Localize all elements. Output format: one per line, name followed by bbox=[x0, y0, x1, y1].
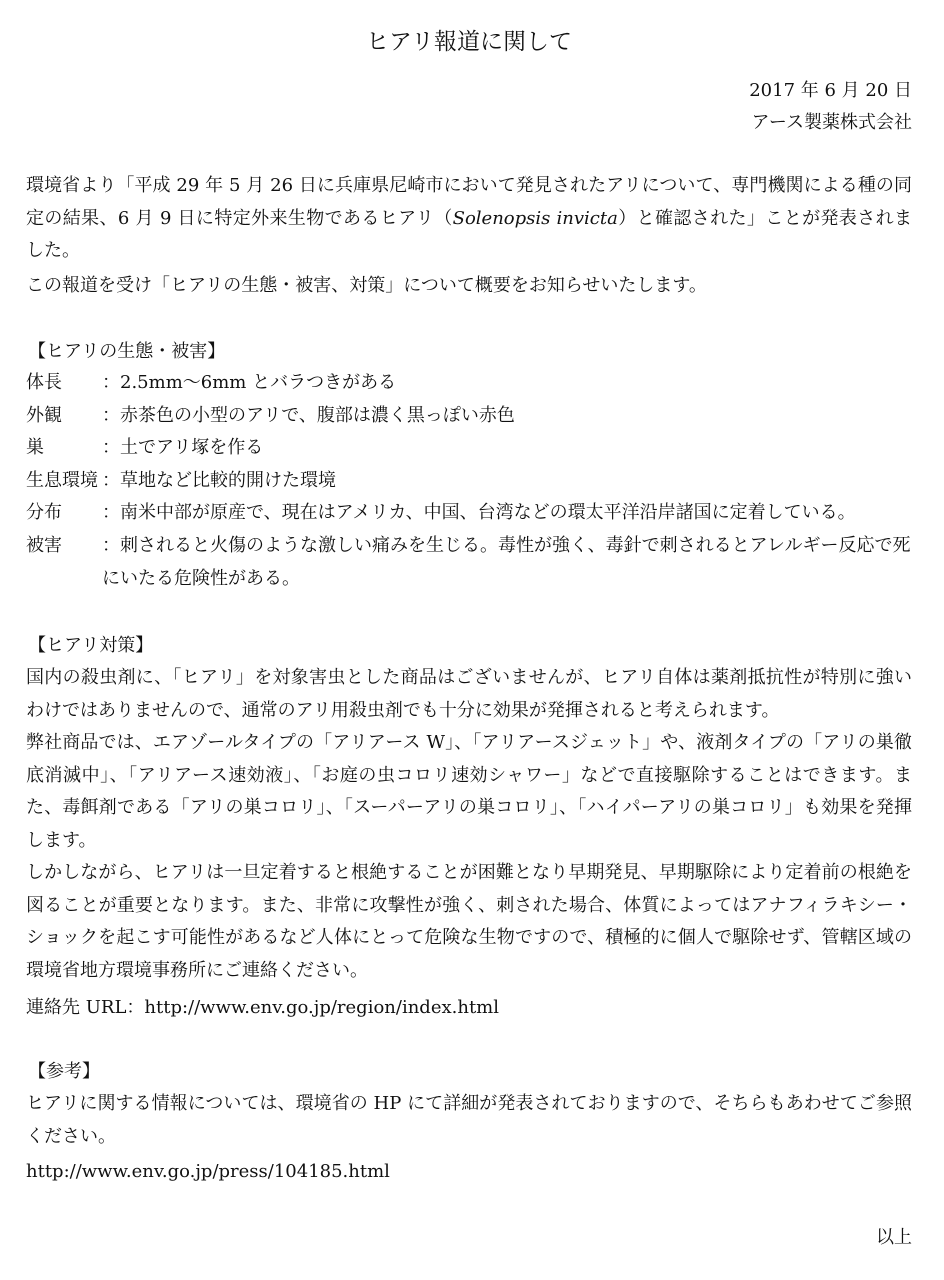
reference-url[interactable]: http://www.env.go.jp/press/104185.html bbox=[26, 1161, 390, 1182]
ecology-label: 巣 bbox=[26, 437, 44, 458]
closing-mark: 以上 bbox=[876, 1227, 912, 1248]
intro-text-after: ）と確認された」ことが発表されました。 bbox=[26, 207, 913, 261]
contact-url[interactable]: http://www.env.go.jp/region/index.html bbox=[144, 997, 500, 1018]
intro-paragraph bbox=[26, 170, 912, 268]
document-date: 2017 年 6 月 20 日 bbox=[749, 80, 912, 101]
ecology-label: 体長 bbox=[26, 372, 62, 393]
reference-heading: 【参考】 bbox=[28, 1061, 100, 1082]
ecology-label: 分布 bbox=[26, 502, 62, 523]
ecology-value: ：赤茶色の小型のアリで、腹部は濃く黒っぽい赤色 bbox=[102, 405, 515, 426]
ecology-value: ：南米中部が原産で、現在はアメリカ、中国、台湾などの環太平洋沿岸諸国に定着している。 bbox=[102, 502, 856, 523]
ecology-label: 外観 bbox=[26, 405, 62, 426]
countermeasures-paragraph-2: 弊社商品では、エアゾールタイプの「アリアース W」、「アリアースジェット」や、液剤タイプの「アリの巣徹底消滅中」、「アリアース速効液」、「お庭の虫コロリ速効シャワー」などで直接駆除することはできます。また、毒餌剤である「アリの巣コロリ」、「スーパーアリの巣コロリ」、「ハイパーアリの巣コロリ」も効果を発揮します。 bbox=[26, 732, 912, 851]
ecology-value: ：刺されると火傷のような激しい痛みを生じる。毒性が強く、毒針で刺されるとアレルギー反応で死にいたる危険性がある。 bbox=[102, 535, 911, 589]
company-name: アース製薬株式会社 bbox=[751, 112, 912, 133]
ecology-heading: 【ヒアリの生態・被害】 bbox=[28, 341, 226, 362]
contact-label: 連絡先 URL： bbox=[26, 997, 145, 1018]
ecology-label: 生息環境 bbox=[26, 470, 98, 491]
countermeasures-heading: 【ヒアリ対策】 bbox=[28, 635, 154, 656]
contact-line bbox=[26, 996, 499, 1020]
ecology-value: ：土でアリ塚を作る bbox=[102, 437, 264, 458]
intro-text-before: 環境省より「平成 29 年 5 月 26 日に兵庫県尼崎市において発見されたアリについて、専門機関による種の同定の結果、6 月 9 日に特定外来生物であるヒアリ（ bbox=[26, 175, 912, 229]
document-title: ヒアリ報道に関して bbox=[365, 29, 573, 55]
ecology-value: ：2.5mm～6mm とバラつきがある bbox=[102, 372, 397, 393]
ecology-value: ：草地など比較的開けた環境 bbox=[102, 470, 336, 491]
ecology-label: 被害 bbox=[26, 535, 62, 556]
countermeasures-paragraph-1: 国内の殺虫剤に、「ヒアリ」を対象害虫とした商品はございませんが、ヒアリ自体は薬剤抵抗性が特別に強いわけではありませんので、通常のアリ用殺虫剤でも十分に効果が発揮されると考えられます。 bbox=[26, 667, 912, 721]
scientific-name: Solenopsis invicta bbox=[452, 207, 618, 229]
countermeasures-paragraph-3: しかしながら、ヒアリは一旦定着すると根絶することが困難となり早期発見、早期駆除により定着前の根絶を図ることが重要となります。また、非常に攻撃性が強く、刺された場合、体質によってはアナフィラキシー・ショックを起こす可能性があるなど人体にとって危険な生物ですので、積極的に個人で駆除せず、管轄区域の環境省地方環境事務所にご連絡ください。 bbox=[26, 862, 912, 981]
reference-paragraph: ヒアリに関する情報については、環境省の HP にて詳細が発表されておりますので、そちらもあわせてご参照ください。 bbox=[26, 1093, 912, 1147]
intro-notice: この報道を受け「ヒアリの生態・被害、対策」について概要をお知らせいたします。 bbox=[26, 275, 707, 296]
